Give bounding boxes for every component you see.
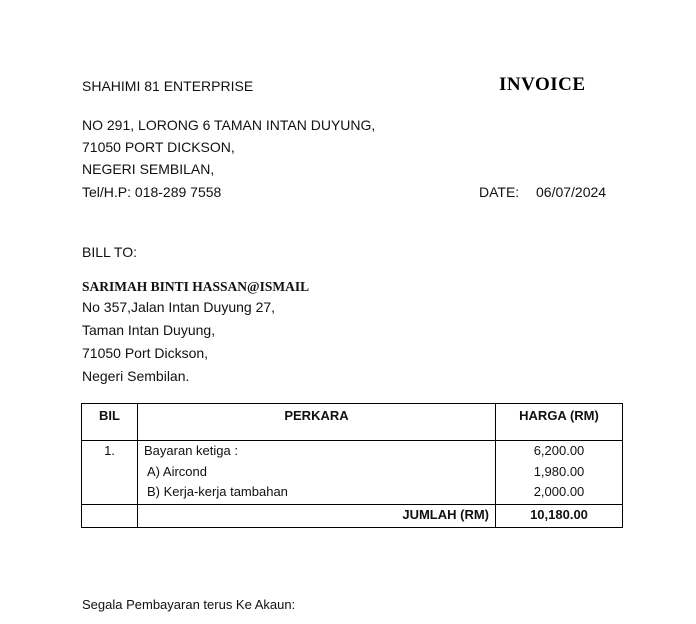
header-perkara: PERKARA xyxy=(138,404,496,441)
item-amount-b: 2,000.00 xyxy=(533,484,585,499)
item-amount-total: 6,200.00 xyxy=(533,443,585,458)
seller-address-line-3: NEGERI SEMBILAN, xyxy=(82,161,215,177)
total-value: 10,180.00 xyxy=(496,505,623,528)
seller-phone: Tel/H.P: 018-289 7558 xyxy=(82,184,222,200)
client-name: SARIMAH BINTI HASSAN@ISMAIL xyxy=(82,279,310,294)
header-bil: BIL xyxy=(82,404,138,441)
item-subline-a: A) Aircond xyxy=(147,463,207,479)
item-description: Bayaran ketiga : xyxy=(144,443,238,458)
invoice-items-table xyxy=(81,403,623,528)
header-harga: HARGA (RM) xyxy=(496,404,623,441)
item-bil: 1. xyxy=(104,443,115,458)
date-value: 06/07/2024 xyxy=(536,184,607,200)
client-address-line-1: No 357,Jalan Intan Duyung 27, xyxy=(82,299,276,315)
total-empty-cell xyxy=(82,505,138,528)
table-header-row xyxy=(82,404,623,441)
invoice-title: INVOICE xyxy=(499,74,586,95)
table-row xyxy=(82,441,623,505)
client-address-line-4: Negeri Sembilan. xyxy=(82,368,190,384)
item-bil-cell xyxy=(82,441,138,505)
date-label: DATE: xyxy=(479,184,520,200)
seller-address-line-2: 71050 PORT DICKSON, xyxy=(82,139,235,155)
payment-note: Segala Pembayaran terus Ke Akaun: xyxy=(82,597,296,612)
item-harga-cell xyxy=(496,441,623,505)
item-amount-a: 1,980.00 xyxy=(533,463,585,479)
seller-company-name: SHAHIMI 81 ENTERPRISE xyxy=(82,78,254,94)
item-subline-b: B) Kerja-kerja tambahan xyxy=(147,484,288,499)
client-address-line-3: 71050 Port Dickson, xyxy=(82,345,209,361)
bill-to-label: BILL TO: xyxy=(82,244,137,260)
item-perkara-cell xyxy=(138,441,496,505)
seller-address-line-1: NO 291, LORONG 6 TAMAN INTAN DUYUNG, xyxy=(82,117,376,133)
client-address-line-2: Taman Intan Duyung, xyxy=(82,322,216,338)
table-total-row xyxy=(82,505,623,528)
total-label: JUMLAH (RM) xyxy=(138,505,496,528)
